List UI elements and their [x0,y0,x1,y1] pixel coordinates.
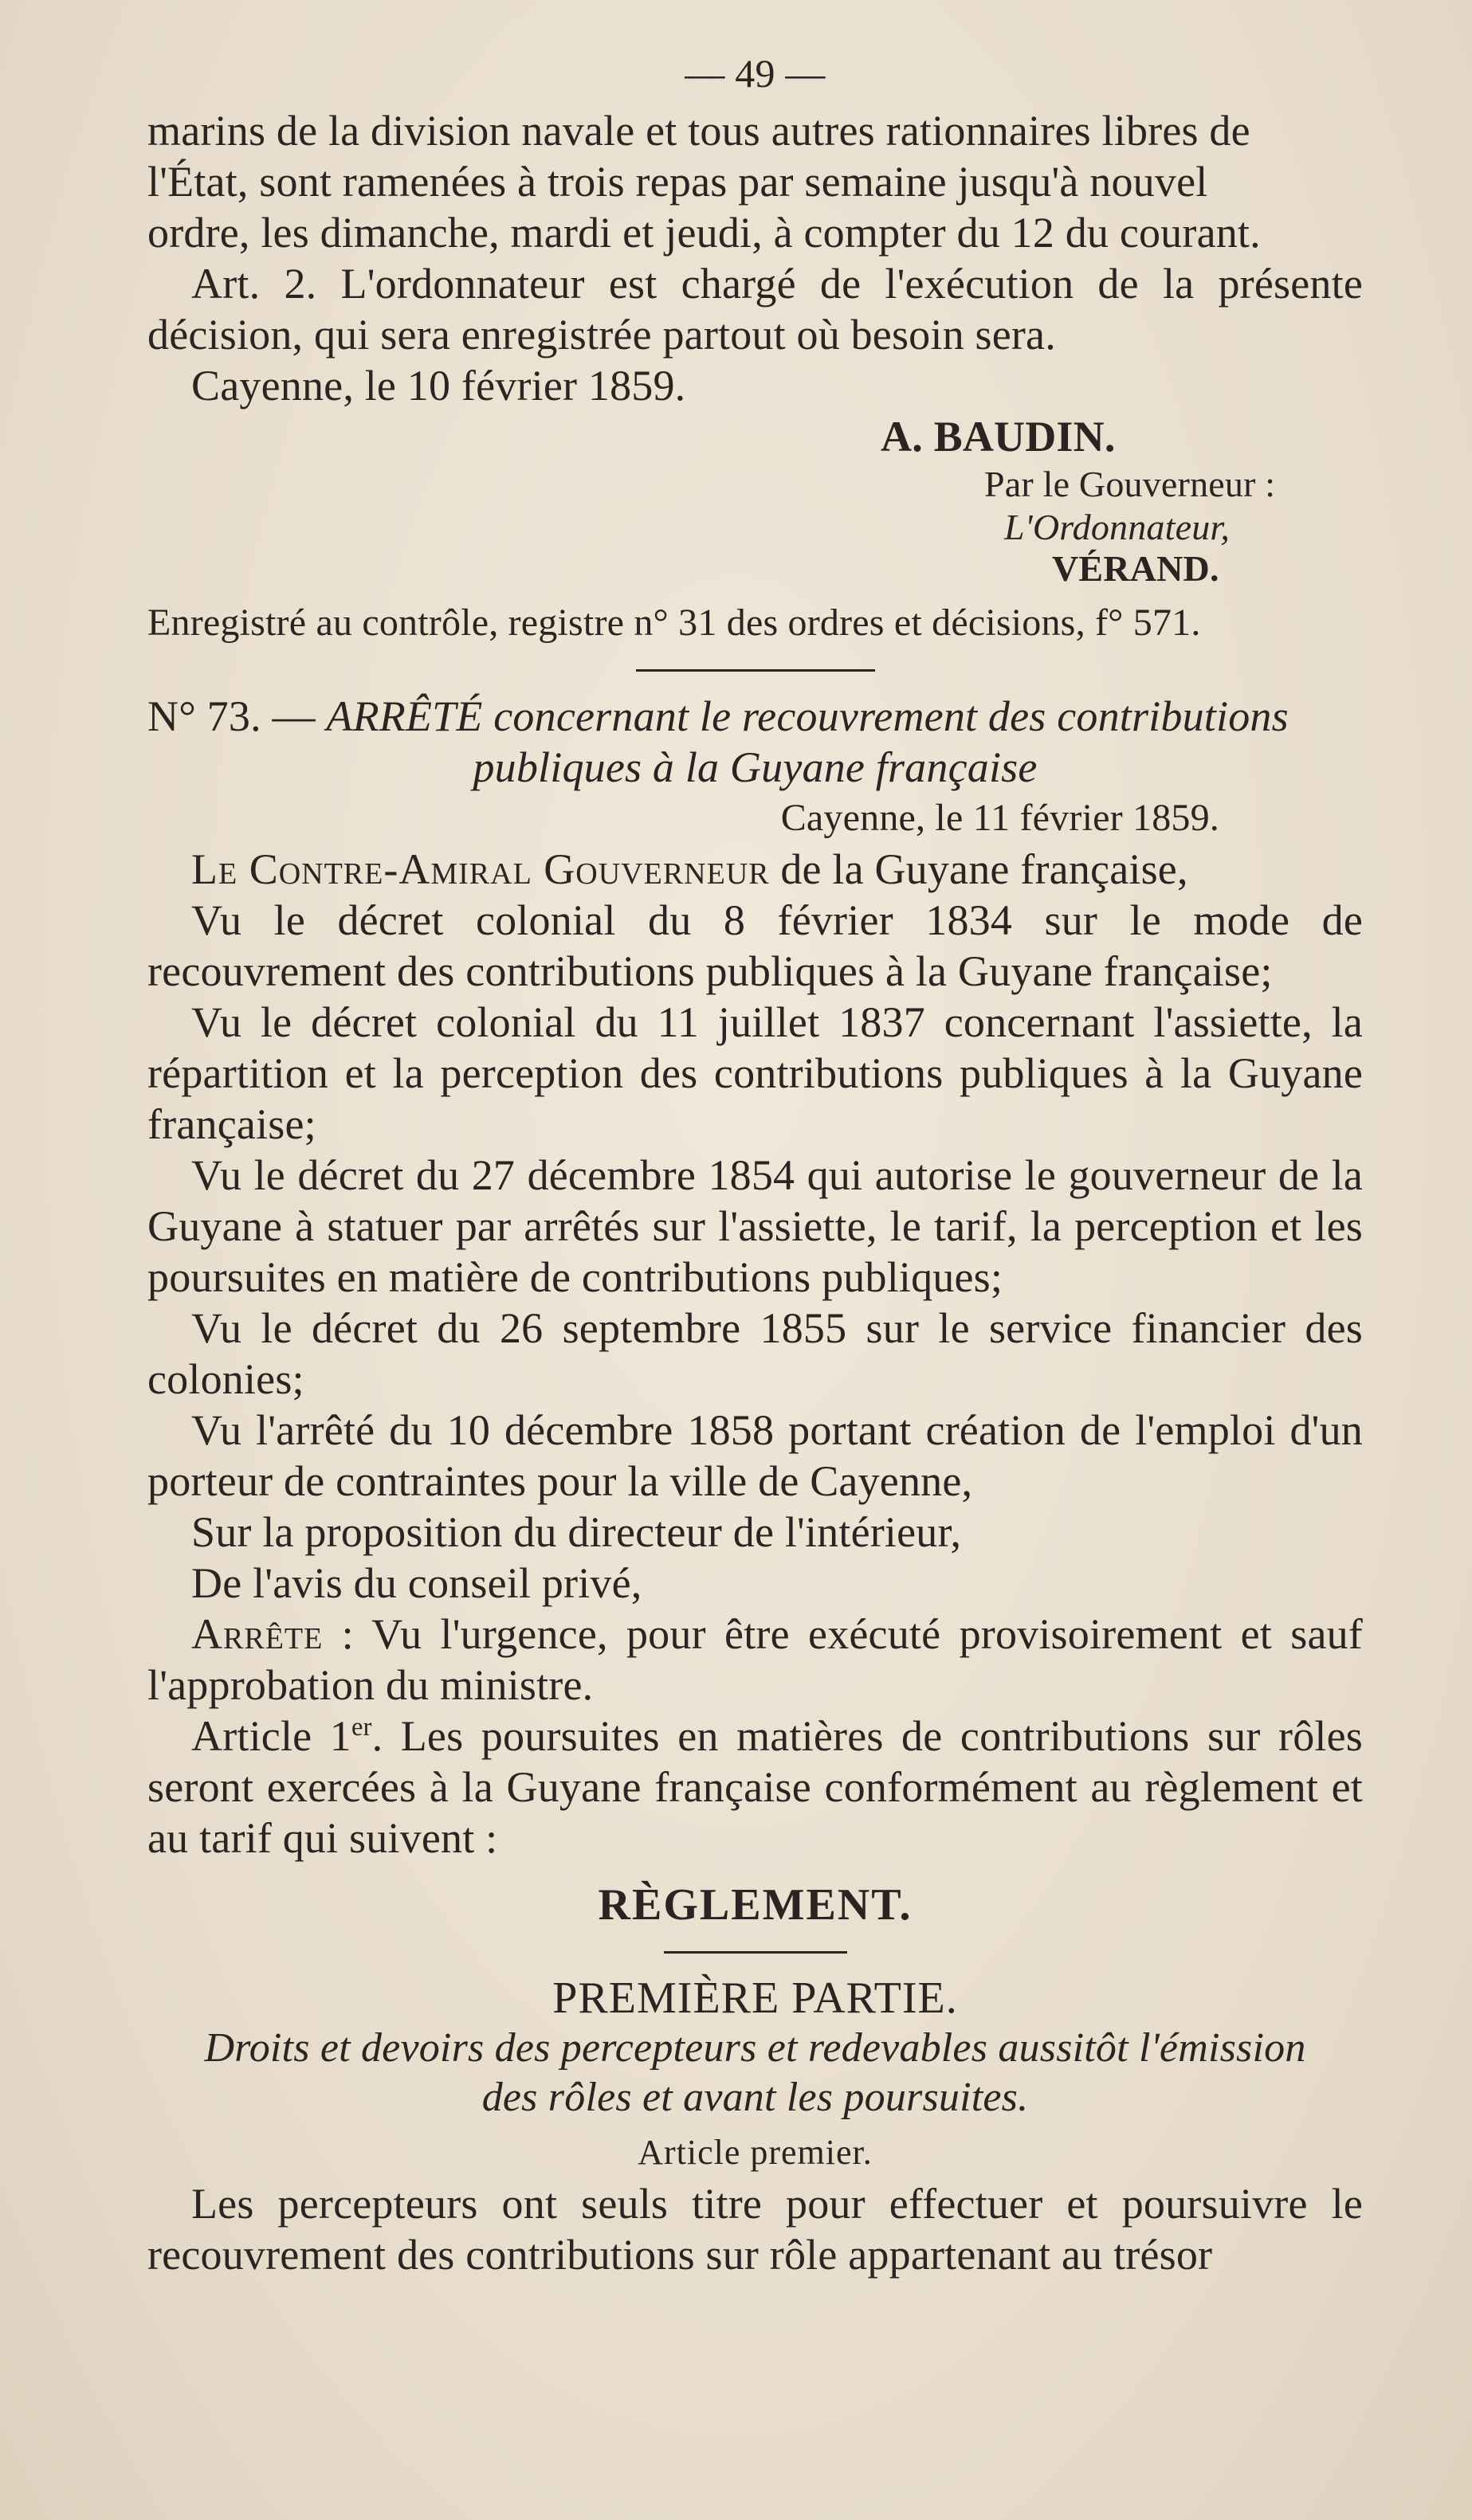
continuation-line: marins de la division navale et tous autres rationnaires libres de [147,107,1250,155]
article-premier-text: Les percepteurs ont seuls titre pour effectuer et poursuivre le recouvrement des contributions sur rôle appartenant au trésor [147,2180,1363,2279]
authority-rest: de la Guyane française, [769,845,1188,893]
continuation-line: ordre, les dimanche, mardi et jeudi, à compter du 12 du courant. [147,209,1261,257]
article-1-text: . Les poursuites en matières de contributions sur rôles seront exercées à la Guyane française conformément au règlement et au tarif qui suivent : [147,1712,1363,1862]
arrete-clause-text: : Vu l'urgence, pour être exécuté provisoirement et sauf l'approbation du ministre. [147,1610,1363,1709]
date-signed: Cayenne, le 10 février 1859. [191,362,686,410]
arrete-caps: Arrête [191,1610,324,1658]
arrete-number: N° 73. [147,692,261,740]
reglement-heading: RÈGLEMENT. [598,1880,913,1930]
continuation-line: l'État, sont ramenées à trois repas par semaine jusqu'à nouvel [147,158,1208,206]
signatory-official: VÉRAND. [1052,548,1219,589]
article-1-label: Article 1 [191,1712,351,1760]
article-1 [147,1711,1363,1864]
article-2: Art. 2. L'ordonnateur est chargé de l'exécution de la présente décision, qui sera enregistrée partout où besoin sera. [147,260,1363,359]
signatory-title: L'Ordonnateur, [1004,507,1231,547]
arrete-title [147,691,1363,793]
arrete-dash: — [272,692,316,740]
part-subtitle-line1: Droits et devoirs des percepteurs et redevables aussitôt l'émission [204,2025,1306,2071]
part-heading: PREMIÈRE PARTIE. [552,1973,958,2023]
considerant: Sur la proposition du directeur de l'intérieur, [191,1508,962,1556]
registration-note: Enregistré au contrôle, registre n° 31 des ordres et décisions, f° 571. [147,602,1201,644]
signatory-by: Par le Gouverneur : [984,464,1276,504]
continuation-paragraph [147,105,1363,258]
authority-line [147,844,1363,895]
signatory-name: A. BAUDIN. [881,413,1116,460]
article-1-sup: er [351,1713,372,1742]
arrete-date: Cayenne, le 11 février 1859. [780,797,1219,839]
page-number: — 49 — [685,51,826,96]
considerant: Vu le décret colonial du 11 juillet 1837 concernant l'assiette, la répartition et la perception des contributions publiques à la Guyane française; [147,998,1363,1148]
heading-divider [664,1951,847,1954]
considerant: Vu le décret colonial du 8 février 1834 sur le mode de recouvrement des contributions publiques à la Guyane française; [147,896,1363,995]
considerant: Vu le décret du 26 septembre 1855 sur le service financier des colonies; [147,1304,1363,1403]
page-text [147,48,1363,2280]
part-subtitle-line2: des rôles et avant les poursuites. [481,2075,1029,2120]
signature-block [833,411,1363,590]
arrete-clause [147,1609,1363,1711]
arrete-title-line1: ARRÊTÉ concernant le recouvrement des contributions [326,692,1289,740]
considerant: De l'avis du conseil privé, [191,1559,642,1607]
article-premier-heading: Article premier. [638,2133,873,2172]
considerant: Vu l'arrêté du 10 décembre 1858 portant création de l'emploi d'un porteur de contraintes pour la ville de Cayenne, [147,1406,1363,1505]
section-divider [636,669,875,672]
authority-caps: Le Contre-Amiral Gouverneur [191,845,770,893]
considerant: Vu le décret du 27 décembre 1854 qui autorise le gouverneur de la Guyane à statuer par arrêtés sur l'assiette, le tarif, la perception et les poursuites en matière de contributions publiques; [147,1151,1363,1301]
arrete-title-line2: publiques à la Guyane française [473,743,1038,791]
